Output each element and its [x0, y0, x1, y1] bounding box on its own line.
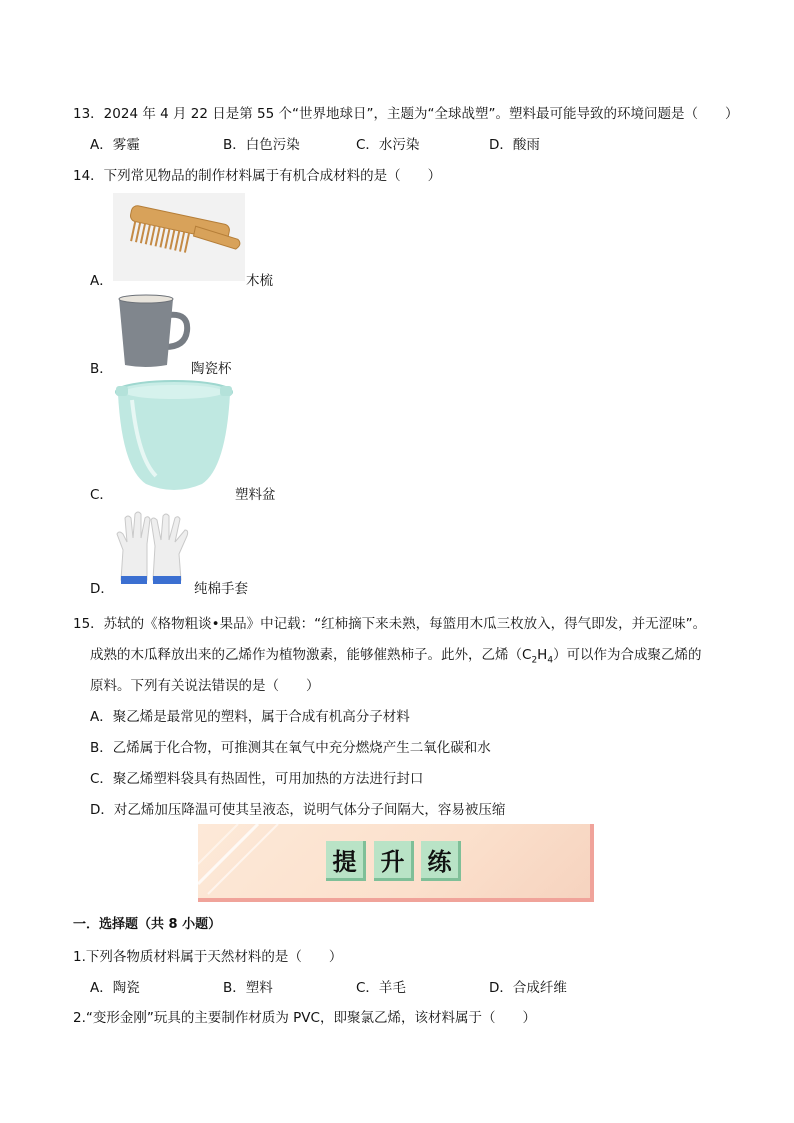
basin-image [112, 378, 236, 498]
option-d: D．合成纤维 [489, 980, 567, 996]
comb-icon [113, 193, 245, 281]
option-d: D．酸雨 [489, 137, 540, 153]
banner-char-2: 升 [374, 841, 414, 881]
option-c: C．水污染 [356, 137, 420, 153]
question-15-line-2 [90, 643, 702, 666]
practice-question-1-options [90, 976, 730, 996]
practice-banner [198, 824, 594, 902]
q15-option-d: D．对乙烯加压降温可使其呈液态，说明气体分子间隔大，容易被压缩 [90, 802, 506, 818]
formula-sub-4: 4 [547, 655, 554, 666]
comb-image [113, 193, 245, 281]
q15-option-b: B．乙烯属于化合物，可推测其在氧气中充分燃烧产生二氧化碳和水 [90, 740, 491, 756]
q14-option-d-letter: D． [90, 581, 114, 597]
gloves-image [113, 510, 195, 588]
q15-line2-part-b: ）可以作为合成聚乙烯的 [553, 647, 702, 663]
question-13-options [90, 133, 730, 153]
option-a: A．雾霾 [90, 137, 140, 153]
basin-icon [112, 378, 236, 498]
section-title: 一．选择题（共 8 小题） [73, 917, 222, 932]
mug-image [113, 291, 191, 369]
question-14-stem: 14．下列常见物品的制作材料属于有机合成材料的是（ ） [73, 168, 442, 184]
q15-line2-part-a: 成熟的木瓜释放出来的乙烯作为植物激素，能够催熟柿子。此外，乙烯（C [90, 647, 532, 663]
q14-option-a-caption: 木梳 [246, 273, 273, 289]
option-b: B．白色污染 [223, 137, 300, 153]
q14-option-c-letter: C． [90, 487, 113, 503]
question-15-line-3: 原料。下列有关说法错误的是（ ） [90, 678, 320, 694]
practice-question-2-stem: 2.“变形金刚”玩具的主要制作材质为 PVC，即聚氯乙烯，该材料属于（ ） [73, 1010, 536, 1026]
practice-question-1-stem: 1.下列各物质材料属于天然材料的是（ ） [73, 949, 343, 965]
q14-option-b-caption: 陶瓷杯 [191, 361, 232, 377]
mug-icon [113, 291, 191, 369]
formula-h: H [537, 647, 548, 663]
q14-option-c-caption: 塑料盆 [235, 487, 276, 503]
q14-option-d-caption: 纯棉手套 [194, 581, 248, 597]
question-15-line-1: 15．苏轼的《格物粗谈•果品》中记载：“红柿摘下来未熟，每篮用木瓜三枚放入，得气即发，并无涩味”。 [73, 616, 707, 632]
banner-char-3: 练 [421, 841, 461, 881]
banner-stripes-icon [198, 824, 308, 902]
q15-option-c: C．聚乙烯塑料袋具有热固性，可用加热的方法进行封口 [90, 771, 424, 787]
formula-sub-2: 2 [531, 655, 538, 666]
q14-option-b-letter: B． [90, 361, 113, 377]
option-c: C．羊毛 [356, 980, 406, 996]
option-a: A．陶瓷 [90, 980, 140, 996]
q14-option-a-letter: A． [90, 273, 113, 289]
gloves-icon [113, 510, 195, 588]
option-b: B．塑料 [223, 980, 273, 996]
question-13-stem: 13．2024 年 4 月 22 日是第 55 个“世界地球日”，主题为“全球战塑”。塑料最可能导致的环境问题是（ ） [73, 106, 739, 122]
q15-option-a: A．聚乙烯是最常见的塑料，属于合成有机高分子材料 [90, 709, 410, 725]
banner-char-1: 提 [326, 841, 366, 881]
